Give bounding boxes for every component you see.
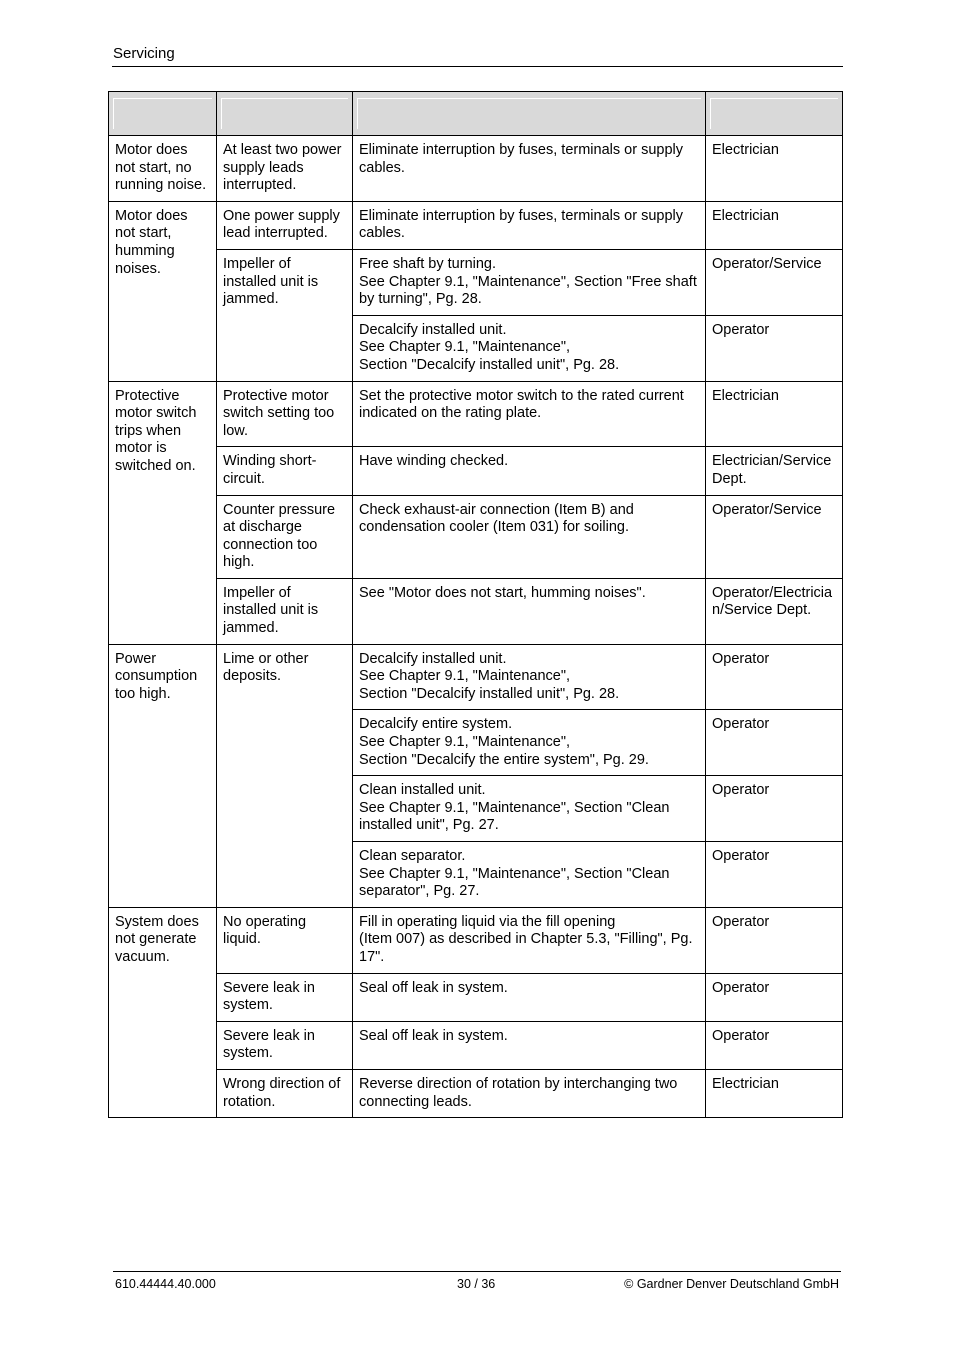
remedy-cell <box>353 578 706 644</box>
table-row <box>109 973 843 1021</box>
remedy-line: Section "Decalcify installed unit", Pg. 28. <box>359 685 620 702</box>
remedy-cell <box>353 495 706 578</box>
cause-cell: Impeller of installed unit is jammed. <box>217 249 353 381</box>
responsible-cell: Operator <box>706 907 843 973</box>
table-row <box>109 201 843 249</box>
responsible-cell: Electrician <box>706 201 843 249</box>
responsible-cell: Operator <box>706 842 843 908</box>
remedy-line: See "Motor does not start, humming noises". <box>359 584 646 601</box>
column-header <box>706 92 843 136</box>
remedy-line: Clean installed unit. <box>359 782 486 799</box>
remedy-cell <box>353 973 706 1021</box>
table-row <box>109 644 843 710</box>
remedy-line: See Chapter 9.1, "Maintenance", <box>359 734 571 751</box>
table-row <box>109 1021 843 1069</box>
fault-cell: Motor does not start, humming noises. <box>109 201 217 381</box>
responsible-cell: Operator/Service <box>706 495 843 578</box>
copyright: © Gardner Denver Deutschland GmbH <box>624 1277 839 1291</box>
cause-cell: Wrong direction of rotation. <box>217 1069 353 1117</box>
cause-cell: Winding short-circuit. <box>217 447 353 495</box>
column-header <box>217 92 353 136</box>
remedy-cell <box>353 201 706 249</box>
remedy-line: Section "Decalcify the entire system", Pg. 29. <box>359 751 649 768</box>
cause-cell: No operating liquid. <box>217 907 353 973</box>
remedy-cell <box>353 776 706 842</box>
cause-cell: Counter pressure at discharge connection too high. <box>217 495 353 578</box>
remedy-cell <box>353 842 706 908</box>
table-header-row <box>109 92 843 136</box>
remedy-cell <box>353 381 706 447</box>
remedy-cell <box>353 447 706 495</box>
remedy-line: Fill in operating liquid via the fill opening <box>359 913 616 930</box>
column-header <box>109 92 217 136</box>
table-row <box>109 447 843 495</box>
remedy-line: Check exhaust-air connection (Item B) and condensation cooler (Item 031) for soiling. <box>359 501 634 536</box>
cause-cell: One power supply lead interrupted. <box>217 201 353 249</box>
document-number: 610.44444.40.000 <box>115 1277 216 1291</box>
remedy-line: See Chapter 9.1, "Maintenance", Section "Clean installed unit", Pg. 27. <box>359 799 670 834</box>
remedy-line: Clean separator. <box>359 848 466 864</box>
remedy-line: Decalcify installed unit. <box>359 650 507 667</box>
cause-cell: At least two power supply leads interrupted. <box>217 136 353 202</box>
responsible-cell: Operator <box>706 973 843 1021</box>
responsible-cell: Operator <box>706 315 843 381</box>
remedy-line: Eliminate interruption by fuses, terminals or supply cables. <box>359 142 683 176</box>
remedy-line: Eliminate interruption by fuses, terminals or supply cables. <box>359 207 683 242</box>
cause-cell: Lime or other deposits. <box>217 644 353 907</box>
responsible-cell: Operator <box>706 710 843 776</box>
cause-cell: Impeller of installed unit is jammed. <box>217 578 353 644</box>
page-number: 30 / 36 <box>457 1277 496 1291</box>
table-row <box>109 249 843 315</box>
remedy-line: Reverse direction of rotation by interchanging two connecting leads. <box>359 1075 678 1110</box>
remedy-cell <box>353 1021 706 1069</box>
troubleshooting-table <box>108 91 843 1118</box>
responsible-cell: Electrician <box>706 1069 843 1117</box>
remedy-line: Have winding checked. <box>359 453 509 470</box>
responsible-cell: Operator/Service <box>706 249 843 315</box>
fault-cell: Protective motor switch trips when motor is switched on. <box>109 381 217 644</box>
remedy-line: Free shaft by turning. <box>359 255 497 272</box>
table-row <box>109 907 843 973</box>
remedy-cell <box>353 644 706 710</box>
responsible-cell: Electrician <box>706 136 843 202</box>
remedy-line: Set the protective motor switch to the rated current indicated on the rating plate. <box>359 387 684 422</box>
remedy-line: See Chapter 9.1, "Maintenance", Section "Free shaft by turning", Pg. 28. <box>359 273 697 308</box>
cause-cell: Severe leak in system. <box>217 973 353 1021</box>
responsible-cell: Operator/Electrician/Service Dept. <box>706 578 843 644</box>
responsible-cell: Electrician/Service Dept. <box>706 447 843 495</box>
remedy-cell <box>353 1069 706 1117</box>
remedy-line: See Chapter 9.1, "Maintenance", Section "Clean separator", Pg. 27. <box>359 865 670 900</box>
remedy-cell <box>353 315 706 381</box>
responsible-cell: Operator <box>706 776 843 842</box>
header-divider <box>112 66 843 67</box>
footer-divider <box>113 1271 841 1272</box>
remedy-line: Seal off leak in system. <box>359 1027 508 1044</box>
table-row <box>109 578 843 644</box>
remedy-cell <box>353 907 706 973</box>
responsible-cell: Operator <box>706 1021 843 1069</box>
table-row <box>109 495 843 578</box>
fault-cell: System does not generate vacuum. <box>109 907 217 1117</box>
table-row <box>109 381 843 447</box>
cause-cell: Protective motor switch setting too low. <box>217 381 353 447</box>
remedy-line: Section "Decalcify installed unit", Pg. 28. <box>359 356 620 373</box>
remedy-line: Decalcify entire system. <box>359 716 513 733</box>
remedy-cell <box>353 136 706 202</box>
column-header <box>353 92 706 136</box>
table-body <box>109 136 843 1118</box>
fault-cell: Power consumption too high. <box>109 644 217 907</box>
remedy-line: (Item 007) as described in Chapter 5.3, "Filling", Pg. 17". <box>359 931 693 965</box>
remedy-line: See Chapter 9.1, "Maintenance", <box>359 339 571 356</box>
remedy-line: Seal off leak in system. <box>359 979 508 996</box>
remedy-line: See Chapter 9.1, "Maintenance", <box>359 668 571 685</box>
responsible-cell: Operator <box>706 644 843 710</box>
remedy-cell <box>353 249 706 315</box>
cause-cell: Severe leak in system. <box>217 1021 353 1069</box>
responsible-cell: Electrician <box>706 381 843 447</box>
table-row <box>109 136 843 202</box>
remedy-line: Decalcify installed unit. <box>359 321 507 338</box>
fault-cell: Motor does not start, no running noise. <box>109 136 217 202</box>
page-header-title: Servicing <box>113 45 175 62</box>
remedy-cell <box>353 710 706 776</box>
table-row <box>109 1069 843 1117</box>
